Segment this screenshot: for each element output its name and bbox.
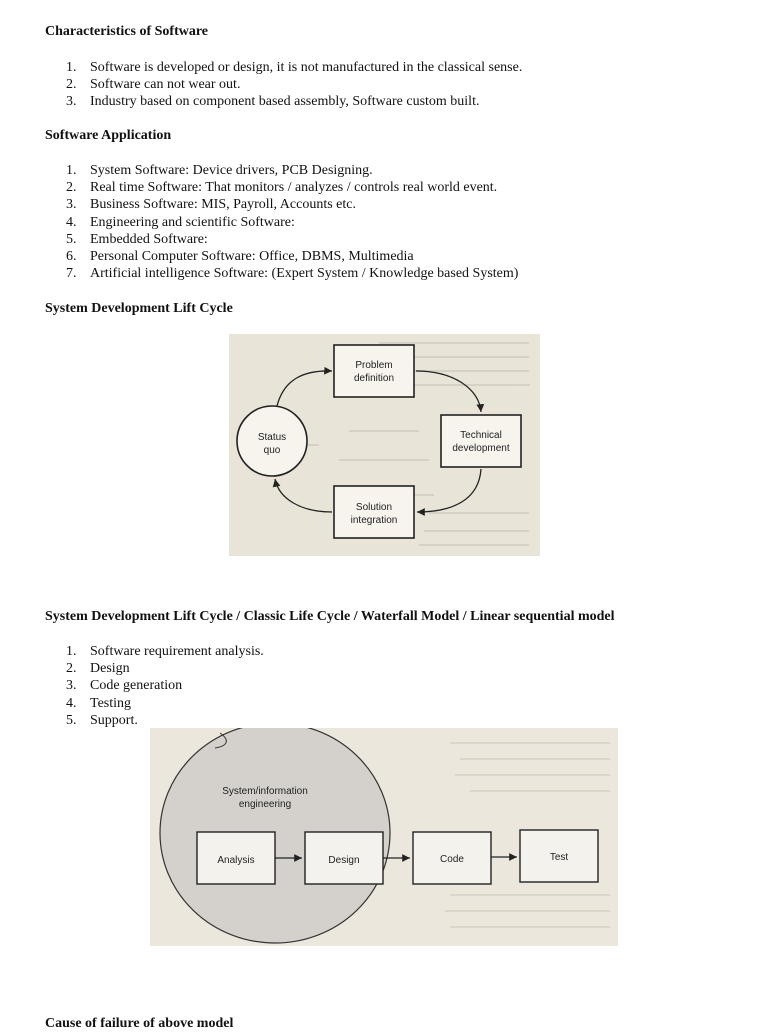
list-item: 3. Code generation: [66, 678, 183, 694]
list-item: 2. Real time Software: That monitors / analyzes / controls real world event.: [66, 180, 498, 196]
technical-development-box: [441, 415, 521, 467]
test-label: Test: [549, 852, 569, 863]
waterfall-steps-list: [66, 643, 264, 729]
heading-cause-of-failure: Cause of failure of above model: [45, 1016, 234, 1031]
list-item: 1. Software is developed or design, it is not manufactured in the classical sense.: [66, 60, 523, 75]
list-item: 5. Embedded Software:: [66, 231, 208, 247]
system-label-1: System/information: [222, 786, 308, 797]
design-label: Design: [328, 855, 360, 866]
list-item: 2. Design: [66, 661, 130, 677]
heading-characteristics: Characteristics of Software: [45, 24, 209, 39]
list-item: 4. Engineering and scientific Software:: [66, 214, 295, 230]
problem-label-2: definition: [353, 373, 395, 384]
heading-sdlc: System Development Lift Cycle: [45, 301, 233, 316]
problem-definition-box: [334, 345, 414, 397]
list-item: 2. Software can not wear out.: [66, 77, 241, 93]
analysis-label: Analysis: [217, 855, 255, 866]
software-application-list: [66, 162, 518, 282]
heading-software-application: Software Application: [45, 128, 172, 143]
sdlc-cycle-diagram: [229, 334, 540, 556]
status-label-2: quo: [263, 445, 281, 456]
code-label: Code: [440, 854, 464, 865]
solution-label-2: integration: [350, 515, 398, 526]
list-item: 1. System Software: Device drivers, PCB Designing.: [66, 163, 373, 178]
system-label-2: engineering: [238, 799, 292, 810]
list-item: 5. Support.: [66, 712, 138, 728]
problem-label-1: Problem: [355, 360, 393, 371]
list-item: 7. Artificial intelligence Software: (Expert System / Knowledge based System): [66, 266, 519, 282]
solution-label-1: Solution: [355, 502, 393, 513]
waterfall-diagram: [150, 728, 618, 946]
heading-waterfall: System Development Lift Cycle / Classic Life Cycle / Waterfall Model / Linear sequential model: [45, 609, 615, 624]
status-label-1: Status: [257, 432, 287, 443]
list-item: 3. Industry based on component based assembly, Software custom built.: [66, 94, 480, 110]
list-item: 4. Testing: [66, 695, 132, 711]
technical-label-1: Technical: [460, 430, 502, 441]
list-item: 1. Software requirement analysis.: [66, 644, 264, 659]
characteristics-list: [66, 59, 522, 111]
list-item: 3. Business Software: MIS, Payroll, Accounts etc.: [66, 197, 356, 213]
technical-label-2: development: [452, 443, 510, 454]
list-item: 6. Personal Computer Software: Office, DBMS, Multimedia: [66, 248, 414, 264]
